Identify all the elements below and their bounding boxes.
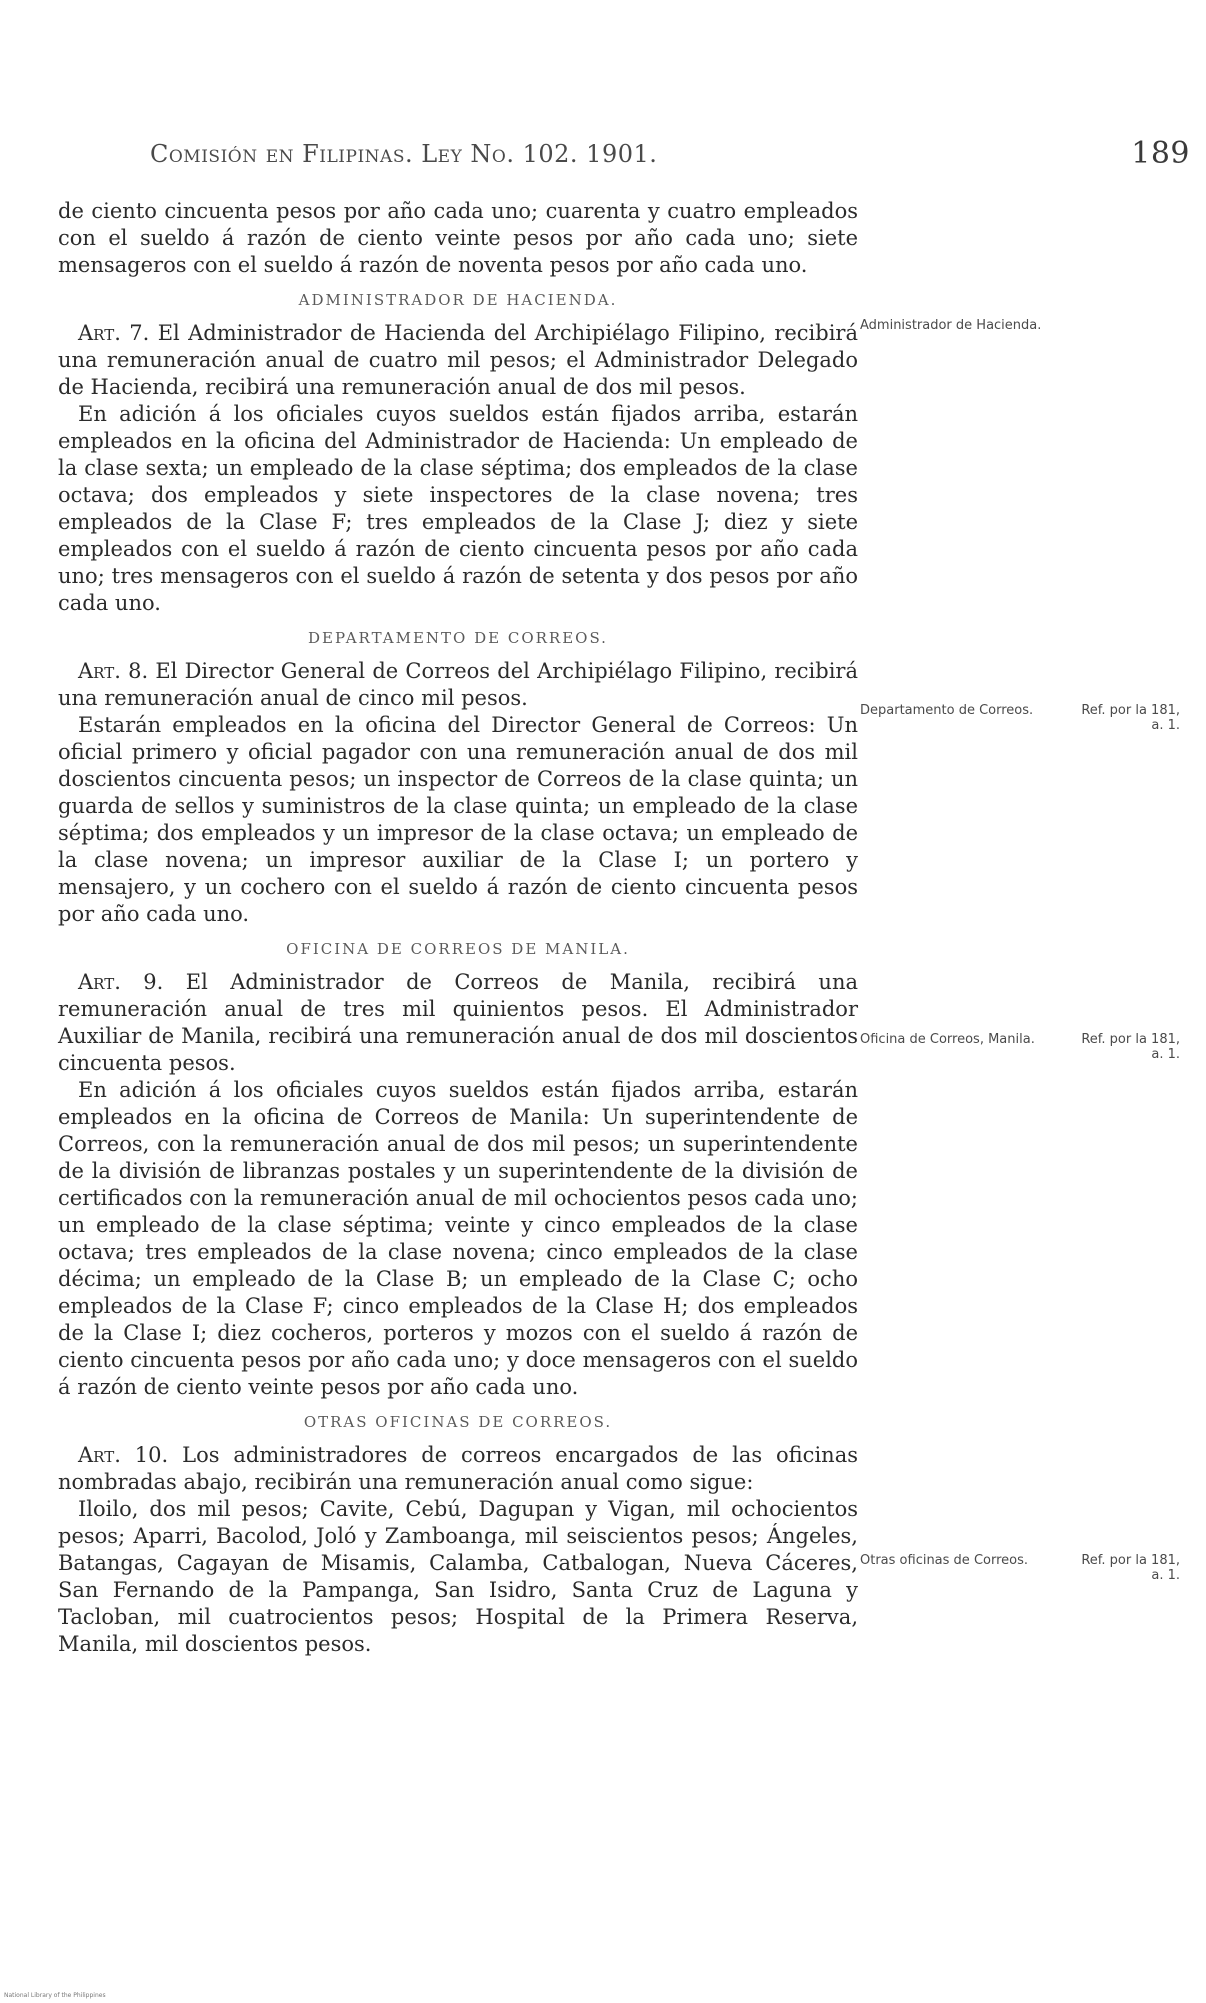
article-10-paragraph-2: Iloilo, dos mil pesos; Cavite, Cebú, Dagupan y Vigan, mil ochocientos pesos; Aparri, Bacolod, Joló y Zamboanga, mil seiscientos pesos; Ángeles, Batangas, Cagayan de Misamis, Calamba, Catbalogan, Nueva Cáceres, San Fernando de la Pampanga, San Isidro, Santa Cruz de Laguna y Tacloban, mil cuatrocientos pesos; Hospital de la Primera Reserva, Manila, mil doscientos pesos. xyxy=(58,1497,858,1656)
margin-note-otras-ref: Ref. por la 181, a. 1. xyxy=(1081,1553,1180,1583)
article-8-text: El Director General de Correos del Archipiélago Filipino, recibirá una remuneración anual de cinco mil pesos. xyxy=(58,659,858,710)
section-heading-hacienda: ADMINISTRADOR DE HACIENDA. xyxy=(298,291,618,309)
article-7-label: Art. 7. xyxy=(78,321,150,345)
margin-note-otras xyxy=(860,1553,1180,1583)
margin-note-hacienda-text: Administrador de Hacienda. xyxy=(860,318,1042,333)
article-9-paragraph-2: En adición á los oficiales cuyos sueldos están fijados arriba, estarán empleados en la oficina de Correos de Manila: Un superintendente de Correos, con la remuneración anual de dos mil pesos; un superintendente de la división de libranzas postales y un superintendente de la división de certificados con la remuneración anual de mil ochocientos pesos cada uno; un empleado de la clase séptima; veinte y cinco empleados de la clase octava; tres empleados de la clase novena; cinco empleados de la clase décima; un empleado de la Clase B; un empleado de la Clase C; ocho empleados de la Clase F; cinco empleados de la Clase H; dos empleados de la Clase I; diez cocheros, porteros y mozos con el sueldo á razón de ciento cincuenta pesos por año cada uno; y doce mensageros con el sueldo á razón de ciento veinte pesos por año cada uno. xyxy=(58,1078,858,1399)
margin-note-manila-text: Oficina de Correos, Manila. xyxy=(860,1032,1035,1047)
article-7-paragraph-2: En adición á los oficiales cuyos sueldos están fijados arriba, estarán empleados en la oficina del Administrador de Hacienda: Un empleado de la clase sexta; un empleado de la clase séptima; dos empleados de la clase octava; dos empleados y siete inspectores de la clase novena; tres empleados de la Clase F; tres empleados de la Clase J; diez y siete empleados con el sueldo á razón de ciento cincuenta pesos por año cada uno; tres mensageros con el sueldo á razón de setenta y dos pesos por año cada uno. xyxy=(58,402,858,615)
section-heading-correos: DEPARTAMENTO DE CORREOS. xyxy=(308,629,608,647)
article-7-text: El Administrador de Hacienda del Archipiélago Filipino, recibirá una remuneración anual de cuatro mil pesos; el Administrador Delegado de Hacienda, recibirá una remuneración anual de dos mil pesos. xyxy=(58,321,858,399)
scan-credit: National Library of the Philippines xyxy=(4,1992,106,1999)
margin-note-manila-ref: Ref. por la 181, a. 1. xyxy=(1081,1032,1180,1062)
margin-note-hacienda xyxy=(860,318,1180,333)
article-10 xyxy=(58,1442,858,1496)
page-header xyxy=(150,136,1190,180)
main-text-column xyxy=(58,198,858,1658)
section-heading-otras: OTRAS OFICINAS DE CORREOS. xyxy=(303,1413,613,1431)
intro-continuation: de ciento cincuenta pesos por año cada uno; cuarenta y cuatro empleados con el sueldo á razón de ciento veinte pesos por año cada uno; siete mensageros con el sueldo á razón de noventa pesos por año cada uno. xyxy=(58,199,858,277)
page-number: 189 xyxy=(1131,136,1190,171)
margin-note-correos-text: Departamento de Correos. xyxy=(860,703,1034,718)
article-8-label: Art. 8. xyxy=(78,659,149,683)
margin-note-otras-text: Otras oficinas de Correos. xyxy=(860,1553,1029,1568)
article-10-label: Art. 10. xyxy=(78,1443,169,1467)
article-10-text: Los administradores de correos encargados de las oficinas nombradas abajo, recibirán una remuneración anual como sigue: xyxy=(58,1443,858,1494)
margin-note-manila xyxy=(860,1032,1180,1062)
margin-note-correos xyxy=(860,703,1180,733)
section-heading-manila: OFICINA DE CORREOS DE MANILA. xyxy=(286,940,630,958)
article-9 xyxy=(58,969,858,1077)
article-7 xyxy=(58,320,858,401)
margin-note-correos-ref: Ref. por la 181, a. 1. xyxy=(1081,703,1180,733)
article-9-text: El Administrador de Correos de Manila, recibirá una remuneración anual de tres mil quinientos pesos. El Administrador Auxiliar de Manila, recibirá una remuneración anual de dos mil doscientos cincuenta pesos. xyxy=(58,970,858,1075)
running-title: Comisión en Filipinas. Ley No. 102. 1901. xyxy=(150,140,658,168)
article-9-label: Art. 9. xyxy=(78,970,164,994)
article-8 xyxy=(58,658,858,712)
article-8-paragraph-2: Estarán empleados en la oficina del Director General de Correos: Un oficial primero y oficial pagador con una remuneración anual de dos mil doscientos cincuenta pesos; un inspector de Correos de la clase quinta; un guarda de sellos y suministros de la clase quinta; un empleado de la clase séptima; dos empleados y un impresor de la clase octava; un empleado de la clase novena; un impresor auxiliar de la Clase I; un portero y mensajero, y un cochero con el sueldo á razón de ciento cincuenta pesos por año cada uno. xyxy=(58,713,858,926)
